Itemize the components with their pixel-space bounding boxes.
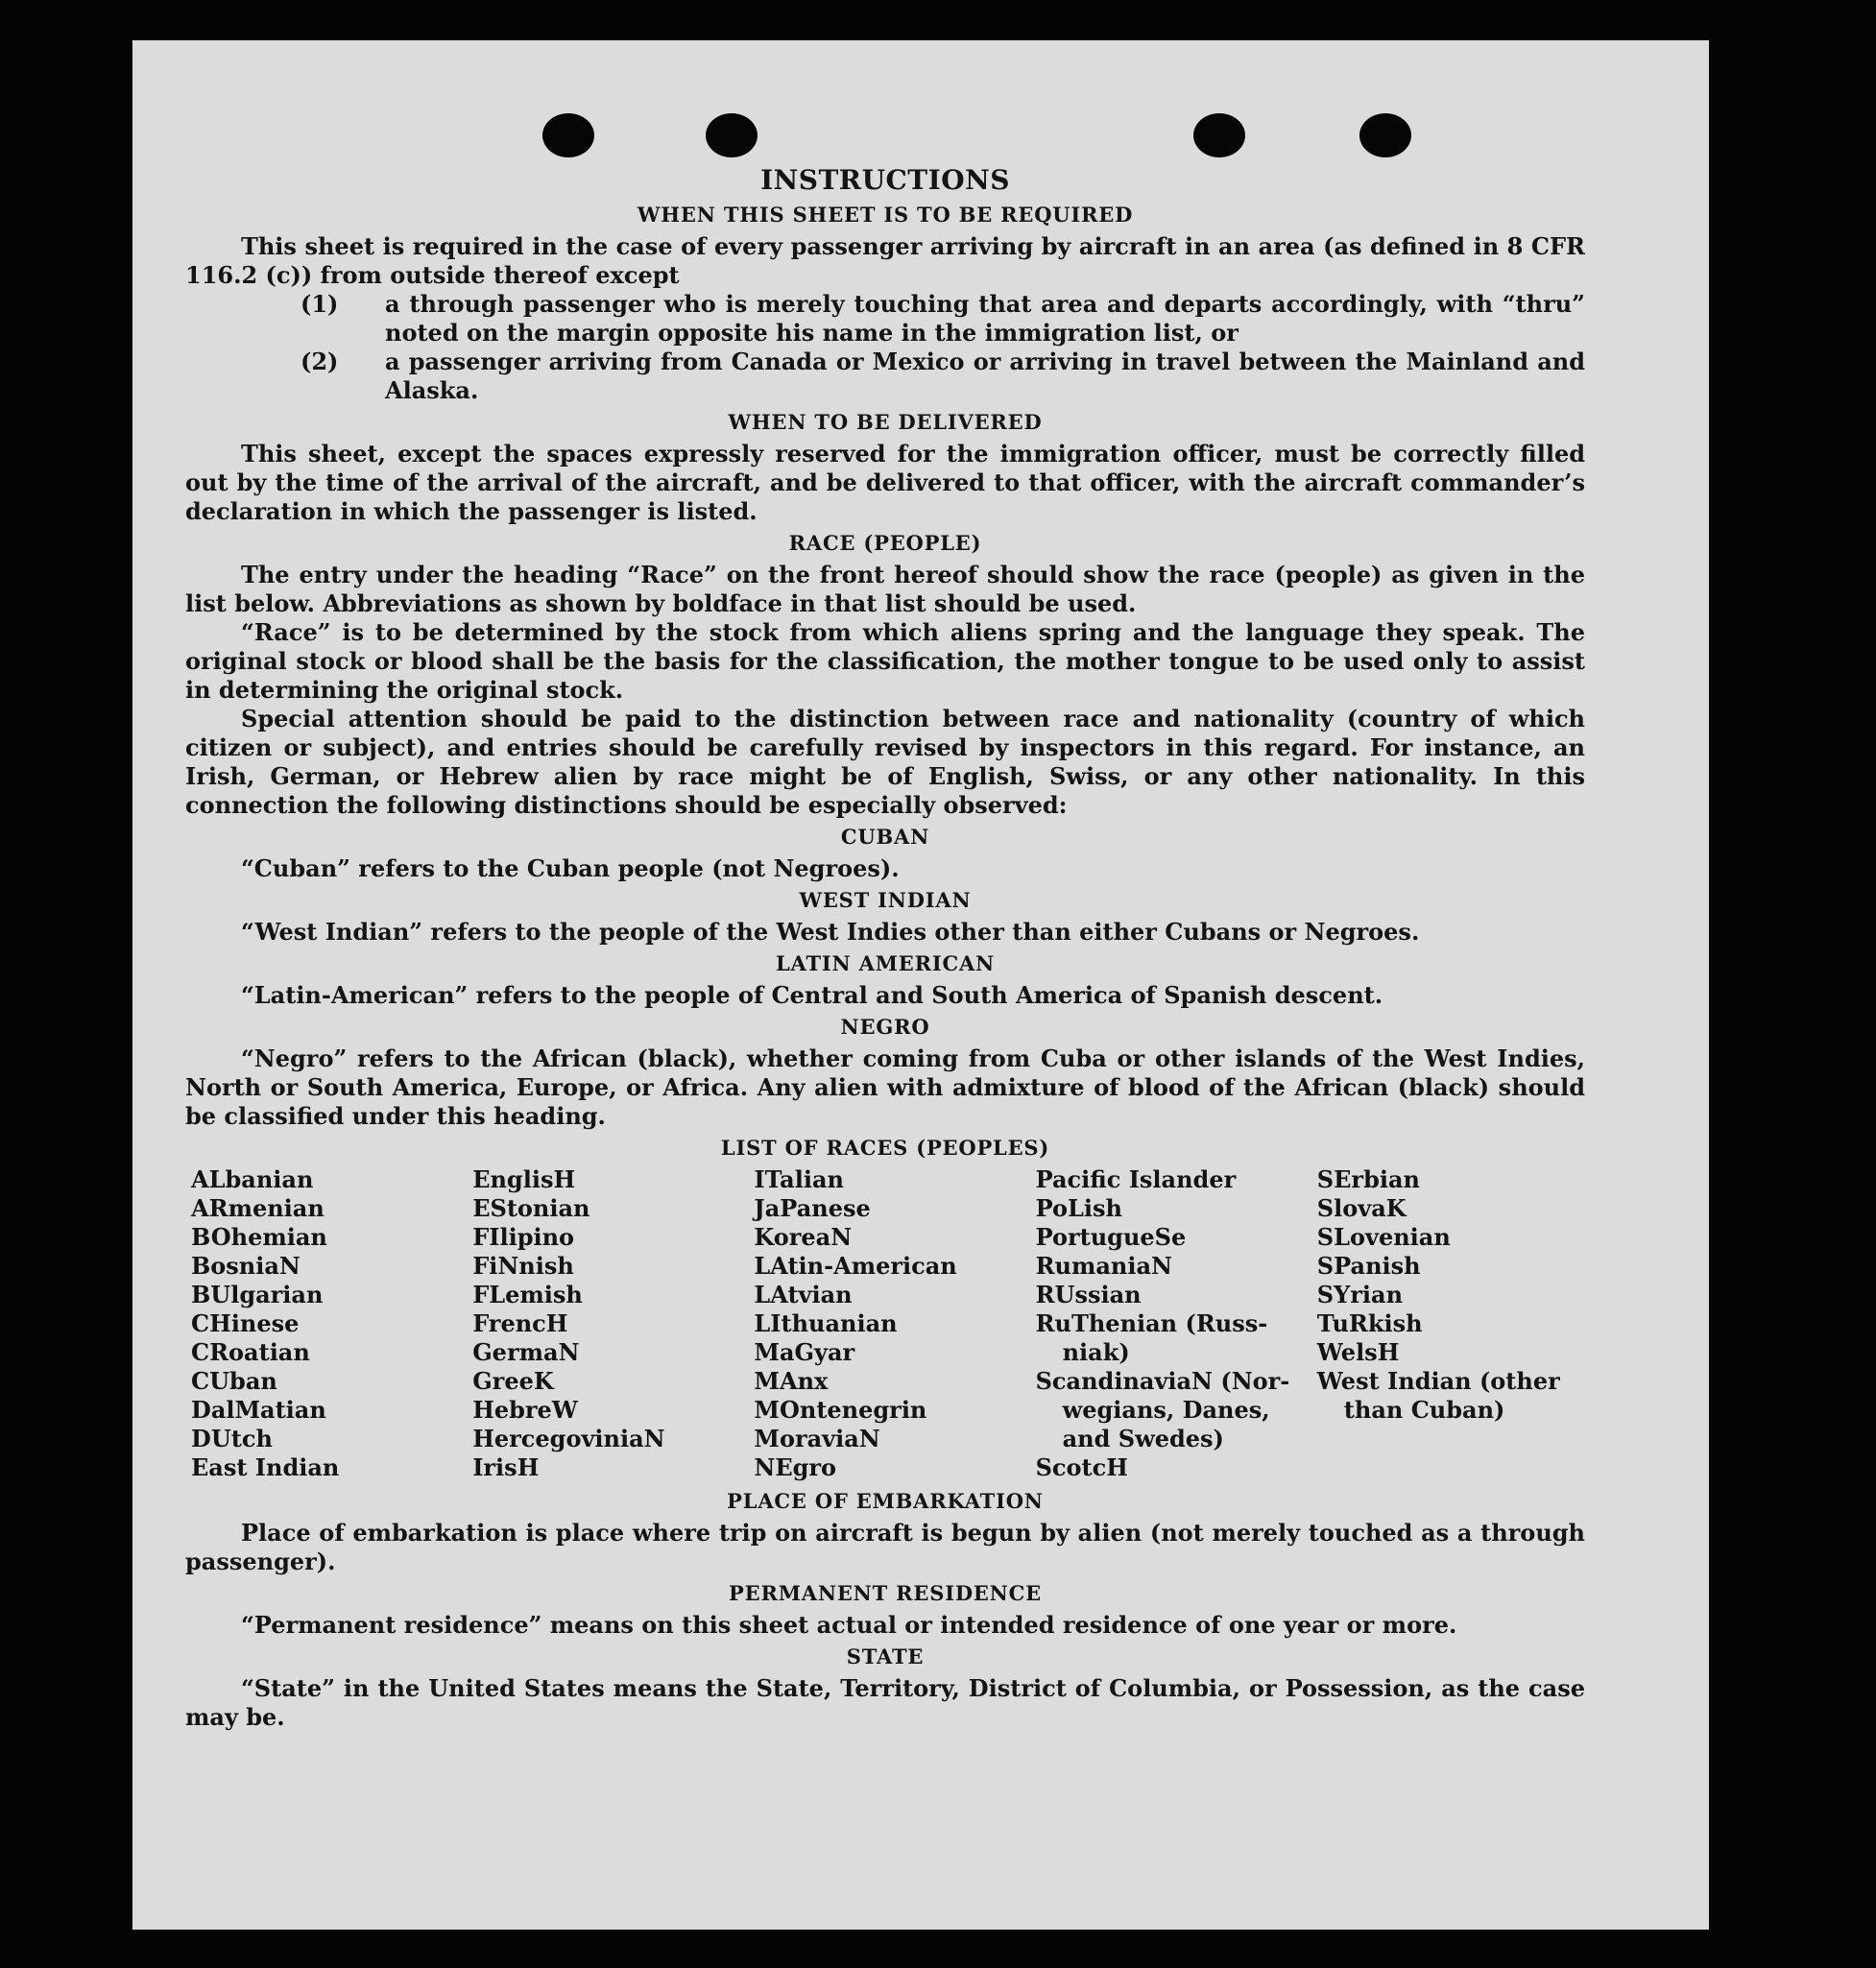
races-list <box>191 1165 1585 1482</box>
race-entry: RuThenian (Russ- <box>1035 1309 1268 1337</box>
paragraph-when-required: This sheet is required in the case of every passenger arriving by aircraft in an area (as defined in 8 CFR 116.2 (c)) from outside thereof except <box>185 232 1585 289</box>
section-heading-cuban: CUBAN <box>840 825 930 849</box>
section-heading-list-of-races: LIST OF RACES (PEOPLES) <box>720 1136 1050 1160</box>
race-entry: East Indian <box>191 1453 340 1481</box>
race-entry: FiNnish <box>472 1252 574 1280</box>
race-entry: MAnx <box>754 1367 829 1395</box>
races-column <box>1036 1165 1304 1482</box>
list-item <box>185 348 1585 405</box>
race-entry: CRoatian <box>191 1338 310 1366</box>
race-entry: ITalian <box>754 1165 844 1193</box>
race-entry: than Cuban) <box>1343 1396 1505 1424</box>
race-entry: RumaniaN <box>1035 1252 1172 1280</box>
paragraph-cuban: “Cuban” refers to the Cuban people (not Negroes). <box>241 854 900 882</box>
paragraph-residence: “Permanent residence” means on this sheet actual or intended residence of one year or more. <box>241 1611 1457 1639</box>
paragraph-race: Special attention should be paid to the distinction between race and nationality (country of which citizen or subject), and entries should be carefully revised by inspectors in this regard. For instance, an Irish, German, or Hebrew alien by race might be of English, Swiss, or any other nationality. In this connection the following distinctions should be especially observed: <box>185 705 1585 819</box>
race-entry: IrisH <box>472 1453 540 1481</box>
punch-hole <box>542 113 594 157</box>
races-column <box>191 1165 459 1482</box>
page-title: INSTRUCTIONS <box>760 164 1010 196</box>
section-heading-latin-american: LATIN AMERICAN <box>775 951 996 975</box>
race-entry: LAtin-American <box>754 1252 957 1280</box>
race-entry: FLemish <box>472 1281 583 1308</box>
section-heading-residence: PERMANENT RESIDENCE <box>729 1581 1042 1605</box>
race-entry: MOntenegrin <box>754 1396 927 1424</box>
race-entry: PortugueSe <box>1035 1223 1187 1251</box>
section-heading-west-indian: WEST INDIAN <box>799 888 972 912</box>
races-column <box>754 1165 1022 1482</box>
race-entry: MaGyar <box>754 1338 855 1366</box>
instructions-content <box>185 163 1585 1732</box>
race-entry: wegians, Danes, <box>1062 1396 1270 1424</box>
race-entry: DUtch <box>191 1425 273 1452</box>
exception-text: a through passenger who is merely touching that area and departs accordingly, with “thru” noted on the margin opposite his name in the immigration list, or <box>385 290 1585 347</box>
race-entry: SErbian <box>1316 1165 1420 1193</box>
race-entry: NEgro <box>754 1453 837 1481</box>
section-heading-race: RACE (PEOPLE) <box>788 531 982 555</box>
race-entry: DalMatian <box>191 1396 326 1424</box>
paragraph-when-delivered: This sheet, except the spaces expressly reserved for the immigration officer, must be correctly filled out by the time of the arrival of the aircraft, and be delivered to that officer, with the aircraft commander’s declaration in which the passenger is listed. <box>185 440 1585 525</box>
race-entry: niak) <box>1062 1338 1130 1366</box>
race-entry: RUssian <box>1035 1281 1142 1308</box>
race-entry: and Swedes) <box>1062 1425 1224 1452</box>
punch-hole <box>1193 113 1245 157</box>
race-entry: ScandinaviaN (Nor- <box>1035 1367 1290 1395</box>
section-heading-negro: NEGRO <box>840 1015 930 1039</box>
paragraph-race: The entry under the heading “Race” on the front hereof should show the race (people) as given in the list below. Abbreviations as shown by boldface in that list should be used. <box>185 561 1585 617</box>
race-entry: GermaN <box>472 1338 580 1366</box>
race-entry: KoreaN <box>754 1223 853 1251</box>
race-entry: ARmenian <box>191 1194 325 1222</box>
race-entry: GreeK <box>472 1367 554 1395</box>
race-entry: SLovenian <box>1316 1223 1451 1251</box>
paragraph-race: “Race” is to be determined by the stock from which aliens spring and the language they speak. The original stock or blood shall be the basis for the classification, the mother tongue to be used only to assist in determining the original stock. <box>185 618 1585 704</box>
race-entry: WelsH <box>1316 1338 1400 1366</box>
races-column <box>1317 1165 1585 1482</box>
section-heading-when-delivered: WHEN TO BE DELIVERED <box>728 410 1043 434</box>
race-entry: West Indian (other <box>1316 1367 1560 1395</box>
race-entry: LAtvian <box>754 1281 853 1308</box>
race-entry: MoraviaN <box>754 1425 880 1452</box>
race-entry: ALbanian <box>191 1165 314 1193</box>
race-entry: SPanish <box>1316 1252 1421 1280</box>
exception-text: a passenger arriving from Canada or Mexico or arriving in travel between the Mainland and Alaska. <box>385 348 1585 404</box>
paragraph-west-indian: “West Indian” refers to the people of the West Indies other than either Cubans or Negroes. <box>241 918 1420 946</box>
race-entry: EnglisH <box>472 1165 576 1193</box>
paragraph-embarkation: Place of embarkation is place where trip on aircraft is begun by alien (not merely touched as a through passenger). <box>185 1519 1585 1575</box>
race-entry: BosniaN <box>191 1252 301 1280</box>
race-entry: SlovaK <box>1316 1194 1407 1222</box>
races-column <box>472 1165 740 1482</box>
section-heading-state: STATE <box>846 1644 925 1668</box>
exception-number: (2) <box>301 348 339 375</box>
race-entry: PoLish <box>1035 1194 1122 1222</box>
race-entry: HercegoviniaN <box>472 1425 665 1452</box>
race-entry: Pacific Islander <box>1035 1165 1237 1193</box>
race-entry: ScotcH <box>1035 1453 1128 1481</box>
race-entry: BUlgarian <box>191 1281 324 1308</box>
exceptions-list <box>185 290 1585 405</box>
paragraph-negro: “Negro” refers to the African (black), whether coming from Cuba or other islands of the West Indies, North or South America, Europe, or Africa. Any alien with admixture of blood of the African (black) should be classified under this heading. <box>185 1044 1585 1130</box>
race-entry: HebreW <box>472 1396 578 1424</box>
paragraph-state: “State” in the United States means the State, Territory, District of Columbia, or Possession, as the case may be. <box>185 1674 1585 1731</box>
punch-hole <box>706 113 758 157</box>
section-heading-when-required: WHEN THIS SHEET IS TO BE REQUIRED <box>637 203 1134 227</box>
punch-hole <box>1359 113 1411 157</box>
race-entry: SYrian <box>1316 1281 1404 1308</box>
section-heading-embarkation: PLACE OF EMBARKATION <box>727 1489 1044 1513</box>
race-entry: FIlipino <box>472 1223 575 1251</box>
race-entry: JaPanese <box>754 1194 871 1222</box>
list-item <box>185 290 1585 348</box>
race-entry: CHinese <box>191 1309 300 1337</box>
race-entry: TuRkish <box>1316 1309 1423 1337</box>
document-page <box>132 40 1709 1930</box>
exception-number: (1) <box>301 290 339 318</box>
race-entry: BOhemian <box>191 1223 327 1251</box>
race-entry: EStonian <box>472 1194 590 1222</box>
paragraph-latin-american: “Latin-American” refers to the people of Central and South America of Spanish descent. <box>241 981 1383 1009</box>
race-entry: CUban <box>191 1367 277 1395</box>
race-entry: LIthuanian <box>754 1309 898 1337</box>
race-entry: FrencH <box>472 1309 568 1337</box>
